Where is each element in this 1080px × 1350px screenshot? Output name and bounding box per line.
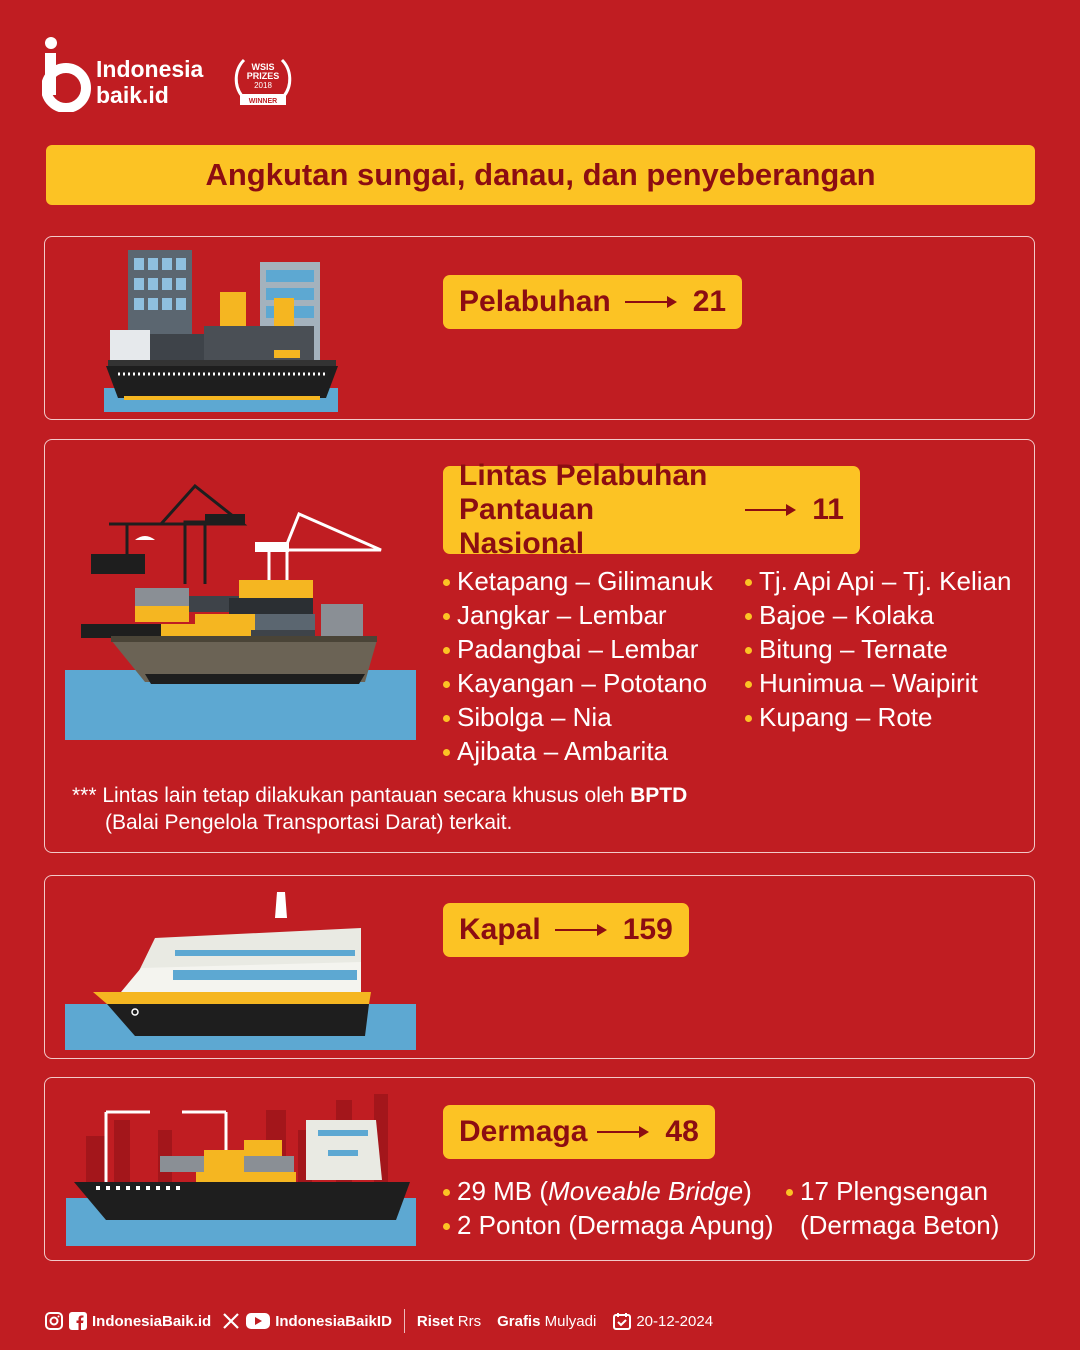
page-title: Angkutan sungai, danau, dan penyeberangan: [46, 145, 1035, 205]
note-prefix: *** Lintas lain tetap dilakukan pantauan secara khusus oleh: [72, 784, 631, 807]
facebook-icon[interactable]: [68, 1311, 88, 1331]
lintas-stat: [443, 459, 860, 560]
lintas-value: 11: [812, 493, 844, 526]
note-bold: BPTD: [630, 784, 688, 807]
brand-line1: Indonesia: [96, 56, 204, 82]
kapal-value: 159: [622, 913, 673, 946]
pelabuhan-label: Pelabuhan: [459, 285, 611, 318]
kapal-label: Kapal: [459, 913, 541, 946]
arrow-right-icon: [625, 301, 675, 303]
grafis-label: Grafis: [497, 1312, 541, 1330]
x-twitter-icon[interactable]: [221, 1311, 241, 1331]
riset-label: Riset: [416, 1312, 454, 1330]
indonesiabaik-logo-icon: [42, 36, 92, 112]
dermaga-stat: [443, 1105, 715, 1159]
item1-italic: Moveable Bridge: [548, 1176, 744, 1206]
dermaga-list-right: [786, 1174, 999, 1242]
list-item: Sibolga – Nia: [443, 700, 713, 734]
list-item: Jangkar – Lembar: [443, 598, 713, 632]
wsis-line3: 2018: [254, 81, 272, 90]
cruise-ship-illustration: [65, 888, 416, 1050]
footer-handle1[interactable]: IndonesiaBaik.id: [92, 1312, 212, 1330]
lintas-note: [72, 782, 772, 836]
kapal-stat: [443, 903, 689, 957]
dermaga-value: 48: [665, 1115, 699, 1148]
dock-ship-illustration: [66, 1090, 416, 1246]
dermaga-label: Dermaga: [459, 1115, 588, 1148]
item1-suffix: ): [743, 1176, 752, 1206]
brand-line2: baik.id: [96, 82, 169, 108]
list-item: Tj. Api Api – Tj. Kelian: [745, 564, 1011, 598]
list-item: 2 Ponton (Dermaga Apung): [443, 1208, 774, 1242]
lintas-label-line2: Pantauan Nasional: [459, 493, 595, 560]
youtube-icon[interactable]: [245, 1311, 271, 1331]
wsis-award-icon: [230, 50, 296, 116]
list-item: Ketapang – Gilimanuk: [443, 564, 713, 598]
lintas-label-line1: Lintas Pelabuhan: [459, 459, 708, 492]
list-item: Padangbai – Lembar: [443, 632, 713, 666]
list-item: Kupang – Rote: [745, 700, 1011, 734]
list-item: Bajoe – Kolaka: [745, 598, 1011, 632]
footer: [44, 1306, 713, 1336]
brand-logo: [42, 36, 302, 118]
footer-handle2[interactable]: IndonesiaBaikID: [275, 1312, 392, 1330]
wsis-line4: WINNER: [248, 98, 278, 105]
riset-name: Rrs: [457, 1312, 482, 1330]
footer-date: 20-12-2024: [636, 1312, 714, 1330]
arrow-right-icon: [555, 929, 605, 931]
arrow-right-icon: [597, 1131, 647, 1133]
footer-divider: [404, 1309, 405, 1333]
wsis-line1: WSIS: [251, 62, 275, 72]
item1-prefix: 29 MB (: [457, 1176, 549, 1206]
brand-name: [96, 56, 203, 108]
routes-list-left: [443, 564, 713, 768]
routes-list-right: [745, 564, 1011, 734]
calendar-icon: [612, 1311, 632, 1331]
list-item: [443, 1174, 774, 1208]
list-item: Kayangan – Pototano: [443, 666, 713, 700]
list-item: 17 Plengsengan: [786, 1174, 999, 1208]
wsis-line2: PRIZES: [246, 71, 280, 81]
pelabuhan-stat: [443, 275, 742, 329]
list-item: (Dermaga Beton): [800, 1210, 1000, 1240]
arrow-right-icon: [745, 509, 794, 511]
grafis-name: Mulyadi: [544, 1312, 597, 1330]
port-ship-illustration: [104, 248, 338, 412]
container-ship-illustration: [65, 484, 416, 740]
note-line2: (Balai Pengelola Transportasi Darat) terkait.: [105, 811, 513, 834]
list-item: Bitung – Ternate: [745, 632, 1011, 666]
dermaga-list-left: [443, 1174, 774, 1242]
pelabuhan-value: 21: [692, 285, 727, 318]
instagram-icon[interactable]: [44, 1311, 64, 1331]
list-item: Ajibata – Ambarita: [443, 734, 713, 768]
list-item: Hunimua – Waipirit: [745, 666, 1011, 700]
